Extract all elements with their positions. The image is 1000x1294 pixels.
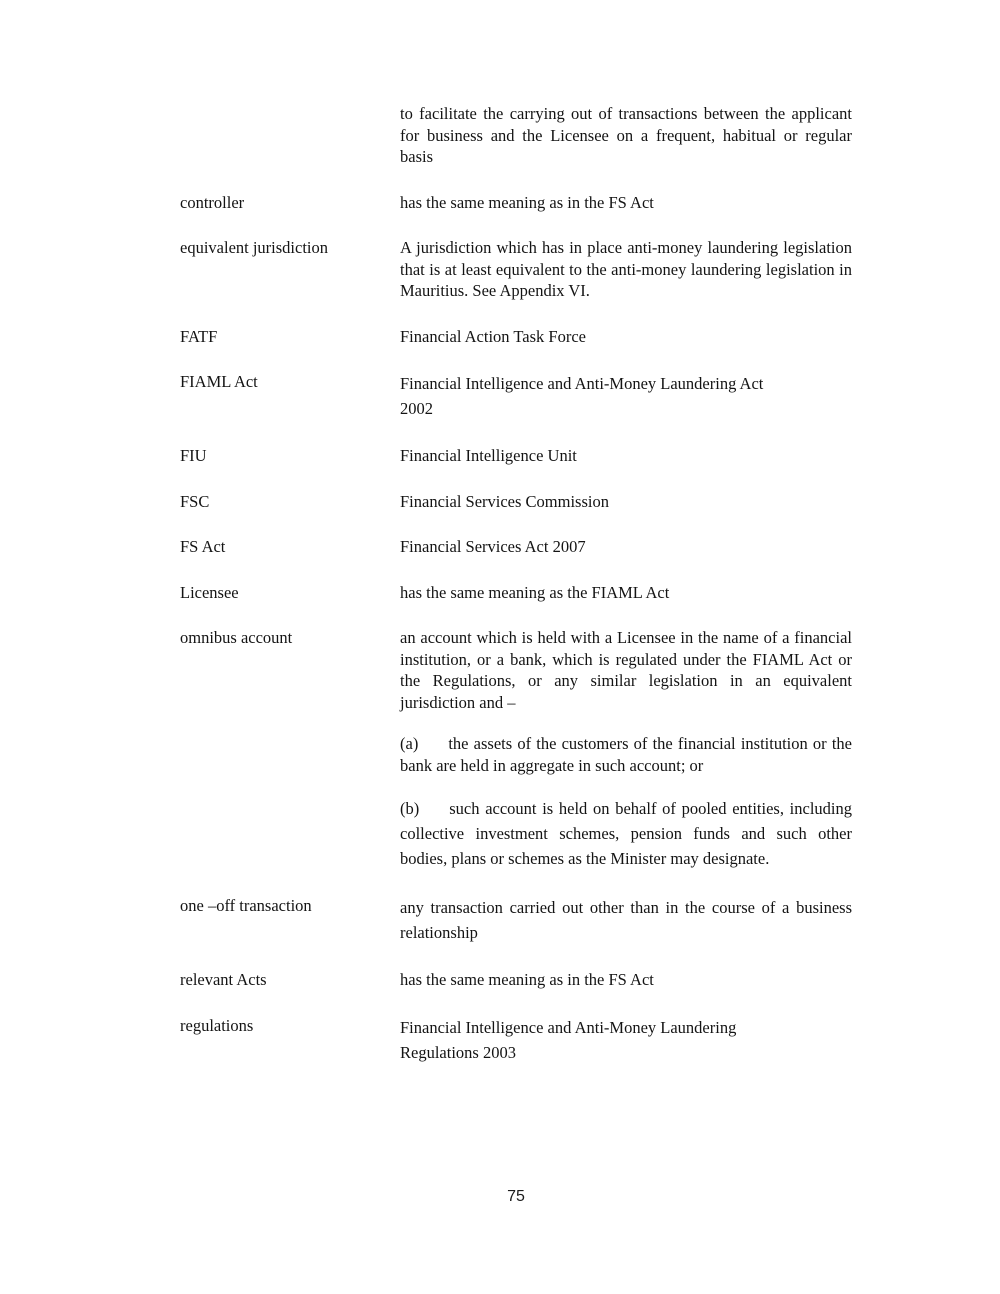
definition-paragraph: any transaction carried out other than in the course of a business relationship	[400, 898, 852, 942]
definition-paragraph: Financial Action Task Force	[400, 326, 586, 346]
definition-paragraph: Financial Services Act 2007	[400, 537, 586, 556]
page-number: 75	[507, 1188, 525, 1205]
definition-paragraph: has the same meaning as the FIAML Act	[400, 582, 670, 602]
definition-cell	[400, 582, 852, 604]
term-cell: FATF	[180, 326, 218, 346]
definition-cell	[400, 192, 852, 214]
term-cell	[180, 103, 400, 168]
term-cell: FIU	[180, 446, 207, 465]
definition-cell	[400, 969, 852, 991]
term-cell: FS Act	[180, 537, 226, 556]
definition-cell	[400, 491, 852, 513]
glossary-row	[180, 627, 852, 871]
definition-cell	[400, 237, 852, 302]
definition-paragraph: Regulations 2003	[400, 1042, 516, 1062]
glossary-row	[180, 536, 852, 558]
glossary-row	[180, 326, 852, 348]
definition-paragraph	[400, 733, 852, 776]
glossary-row	[180, 371, 852, 421]
term-cell: FSC	[180, 491, 210, 511]
definition-paragraph: Financial Intelligence and Anti-Money Laundering Act	[400, 374, 764, 393]
definition-paragraph: Financial Intelligence Unit	[400, 446, 577, 465]
definition-cell	[400, 895, 852, 945]
definition-paragraph: has the same meaning as in the FS Act	[400, 192, 654, 212]
definition-paragraph: an account which is held with a Licensee in the name of a financial institution, or a bank, which is regulated under the FIAML Act or the Regulations, or any similar legislation in an equivalent jurisdiction and –	[400, 628, 852, 712]
term-cell: equivalent jurisdiction	[180, 238, 329, 257]
glossary-table	[180, 103, 852, 1089]
term-cell: regulations	[180, 1015, 254, 1035]
term-cell: omnibus account	[180, 628, 293, 647]
definition-cell	[400, 536, 852, 558]
glossary-row	[180, 895, 852, 945]
term-cell: relevant Acts	[180, 970, 267, 989]
glossary-row	[180, 445, 852, 467]
glossary-row	[180, 192, 852, 214]
list-label: (a)	[400, 734, 419, 753]
definition-paragraph: to facilitate the carrying out of transactions between the applicant for business and the Licensee on a frequent, habitual or regular basis	[400, 104, 852, 166]
glossary-row	[180, 969, 852, 991]
glossary-row	[180, 103, 852, 168]
glossary-row	[180, 237, 852, 302]
definition-paragraph: 2002	[400, 399, 433, 418]
definition-text: such account is held on behalf of pooled entities, including collective investment schemes, pension funds and such other bodies, plans or schemes as the Minister may designate.	[400, 799, 852, 868]
list-label: (b)	[400, 799, 420, 818]
glossary-row	[180, 1015, 852, 1065]
term-cell: Licensee	[180, 582, 239, 602]
definition-cell	[400, 103, 852, 168]
definition-cell	[400, 1015, 852, 1065]
definition-paragraph: Financial Services Commission	[400, 491, 609, 511]
definition-paragraph	[400, 796, 852, 871]
definition-paragraph: has the same meaning as in the FS Act	[400, 970, 654, 989]
definition-paragraph: Financial Intelligence and Anti-Money Laundering	[400, 1017, 737, 1037]
definition-cell	[400, 445, 852, 467]
definition-cell	[400, 371, 852, 421]
definition-cell	[400, 326, 852, 348]
definition-text: the assets of the customers of the financial institution or the bank are held in aggregate in such account; or	[400, 734, 852, 775]
definition-paragraph: A jurisdiction which has in place anti-money laundering legislation that is at least equivalent to the anti-money laundering legislation in Mauritius. See Appendix VI.	[400, 238, 852, 300]
term-cell: FIAML Act	[180, 372, 258, 391]
glossary-row	[180, 582, 852, 604]
term-cell: controller	[180, 192, 245, 212]
term-cell: one –off transaction	[180, 896, 312, 915]
definition-cell	[400, 627, 852, 871]
glossary-row	[180, 491, 852, 513]
